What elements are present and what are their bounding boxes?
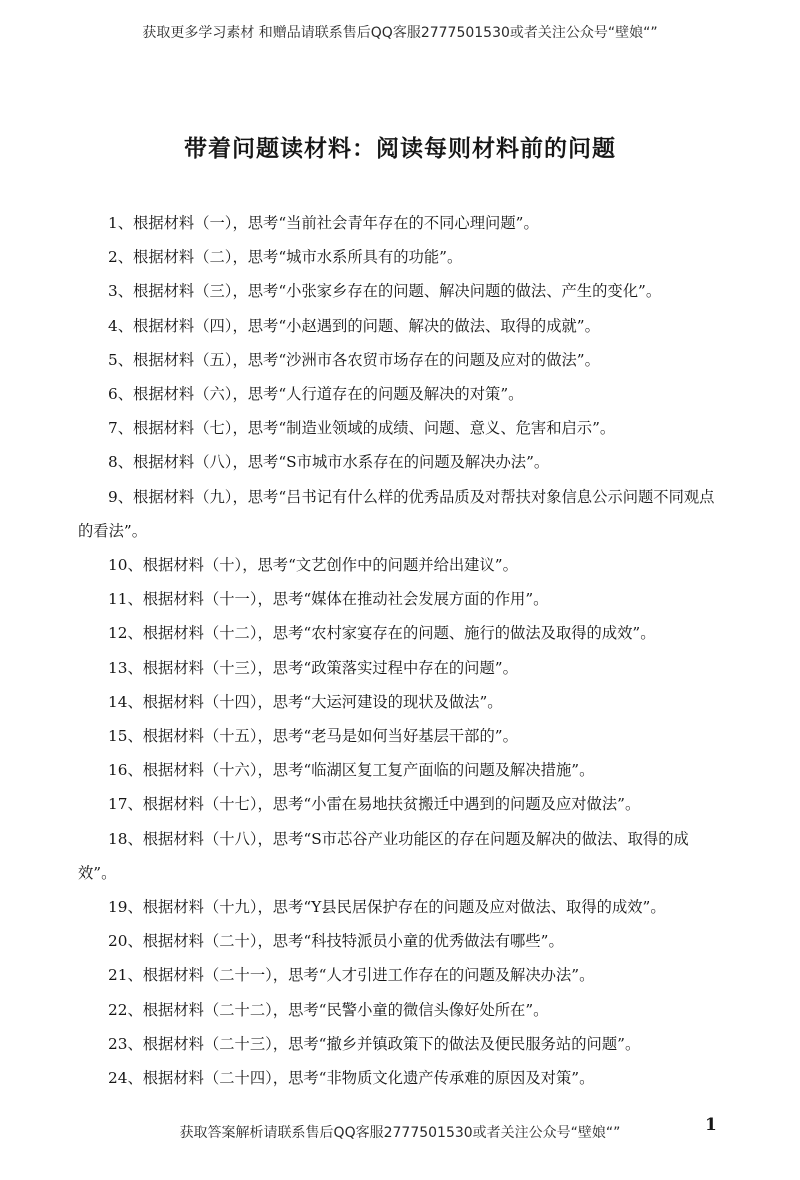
question-item: 18、根据材料（十八），思考“S市芯谷产业功能区的存在问题及解决的做法、取得的成效”。 [78,829,689,882]
question-item: 6、根据材料（六），思考“人行道存在的问题及解决的对策”。 [108,385,524,404]
footer-note: 获取答案解析请联系售后QQ客服2777501530或者关注公众号“壁娘“” [179,1125,621,1141]
question-item: 20、根据材料（二十），思考“科技特派员小童的优秀做法有哪些”。 [108,932,564,951]
question-item: 7、根据材料（七），思考“制造业领域的成绩、问题、意义、危害和启示”。 [108,419,616,438]
question-item: 11、根据材料（十一），思考“媒体在推动社会发展方面的作用”。 [108,590,549,609]
question-item: 12、根据材料（十二），思考“农村家宴存在的问题、施行的做法及取得的成效”。 [108,624,656,643]
question-item: 10、根据材料（十），思考“文艺创作中的问题并给出建议”。 [108,556,518,575]
question-item: 15、根据材料（十五），思考“老马是如何当好基层干部的”。 [108,727,518,746]
question-item: 8、根据材料（八），思考“S市城市水系存在的问题及解决办法”。 [108,453,550,472]
question-list [78,206,726,1095]
page-title: 带着问题读材料：阅读每则材料前的问题 [184,135,616,162]
page-number: 1 [705,1115,717,1135]
question-item: 13、根据材料（十三），思考“政策落实过程中存在的问题”。 [108,658,518,677]
question-item: 17、根据材料（十七），思考“小雷在易地扶贫搬迁中遇到的问题及应对做法”。 [108,795,641,814]
question-item: 21、根据材料（二十一），思考“人才引进工作存在的问题及解决办法”。 [108,966,595,985]
question-item: 3、根据材料（三），思考“小张家乡存在的问题、解决问题的做法、产生的变化”。 [108,282,662,301]
question-item: 9、根据材料（九），思考“吕书记有什么样的优秀品质及对帮扶对象信息公示问题不同观点的看法”。 [78,487,715,540]
header-note: 获取更多学习素材 和赠品请联系售后QQ客服2777501530或者关注公众号“壁娘“” [142,25,658,41]
question-item: 23、根据材料（二十三），思考“撤乡并镇政策下的做法及便民服务站的问题”。 [108,1034,641,1053]
question-item: 4、根据材料（四），思考“小赵遇到的问题、解决的做法、取得的成就”。 [108,316,600,335]
question-item: 5、根据材料（五），思考“沙洲市各农贸市场存在的问题及应对的做法”。 [108,350,600,369]
question-item: 24、根据材料（二十四），思考“非物质文化遗产传承难的原因及对策”。 [108,1069,595,1088]
question-item: 22、根据材料（二十二），思考“民警小童的微信头像好处所在”。 [108,1000,549,1019]
question-item: 14、根据材料（十四），思考“大运河建设的现状及做法”。 [108,692,503,711]
question-item: 16、根据材料（十六），思考“临湖区复工复产面临的问题及解决措施”。 [108,761,595,780]
question-item: 1、根据材料（一），思考“当前社会青年存在的不同心理问题”。 [108,214,539,232]
question-item: 19、根据材料（十九），思考“Y县民居保护存在的问题及应对做法、取得的成效”。 [108,898,666,917]
question-item: 2、根据材料（二），思考“城市水系所具有的功能”。 [108,248,463,267]
